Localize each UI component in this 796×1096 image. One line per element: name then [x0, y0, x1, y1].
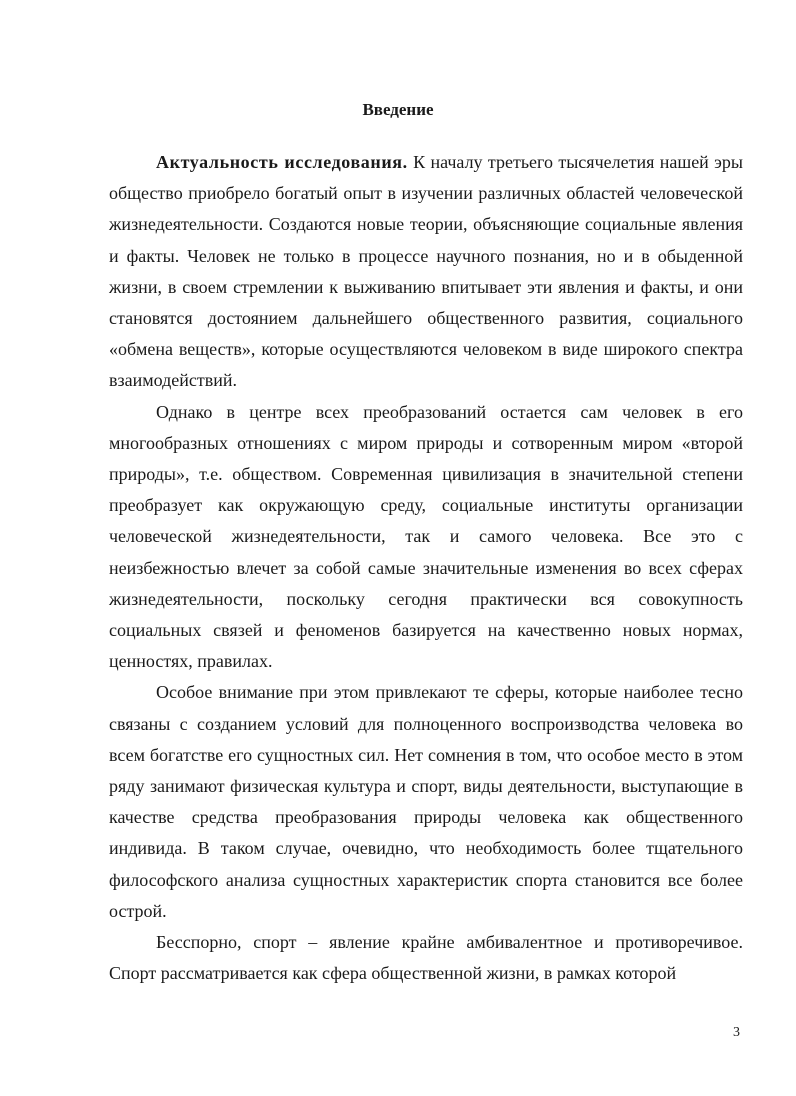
body-text [109, 147, 743, 989]
section-title: Введение [362, 100, 434, 119]
paragraph: Бесспорно, спорт – явление крайне амбивалентное и противоречивое. Спорт рассматривается как сфера общественной жизни, в рамках которой [109, 932, 743, 984]
paragraph: Особое внимание при этом привлекают те сферы, которые наиболее тесно связаны с созданием условий для полноценного воспроизводства человека во всем богатстве его сущностных сил. Нет сомнения в том, что особое место в этом ряду занимают физическая культура и спорт, виды деятельности, выступающие в качестве средства преобразования природы человека как общественного индивида. В таком случае, очевидно, что необходимость более тщательного философского анализа сущностных характеристик спорта становится все более острой. [109, 682, 743, 921]
paragraph-relevance [109, 147, 743, 397]
page-number: 3 [733, 1025, 740, 1040]
paragraph: Однако в центре всех преобразований остается сам человек в его многообразных отношениях с миром природы и сотворенным миром «второй природы», т.е. обществом. Современная цивилизация в значительной степени преобразует как окружающую среду, социальные институты организации человеческой жизнедеятельности, так и самого человека. Все это с неизбежностью влечет за собой самые значительные изменения во всех сферах жизнедеятельности, поскольку сегодня практически вся совокупность социальных связей и феноменов базируется на качественно новых нормах, ценностях, правилах. [109, 401, 743, 672]
paragraph-lead: Актуальность исследования. [156, 152, 408, 172]
paragraph-text: К началу третьего тысячелетия нашей эры общество приобрело богатый опыт в изучении различных областей человеческой жизнедеятельности. Создаются новые теории, объясняющие социальные явления и факты. Человек не только в процессе научного познания, но и в обыденной жизни, в своем стремлении к выживанию впитывает эти явления и факты, и они становятся достоянием дальнейшего общественного развития, социального «обмена веществ», которые осуществляются человеком в виде широкого спектра взаимодействий. [109, 152, 743, 391]
